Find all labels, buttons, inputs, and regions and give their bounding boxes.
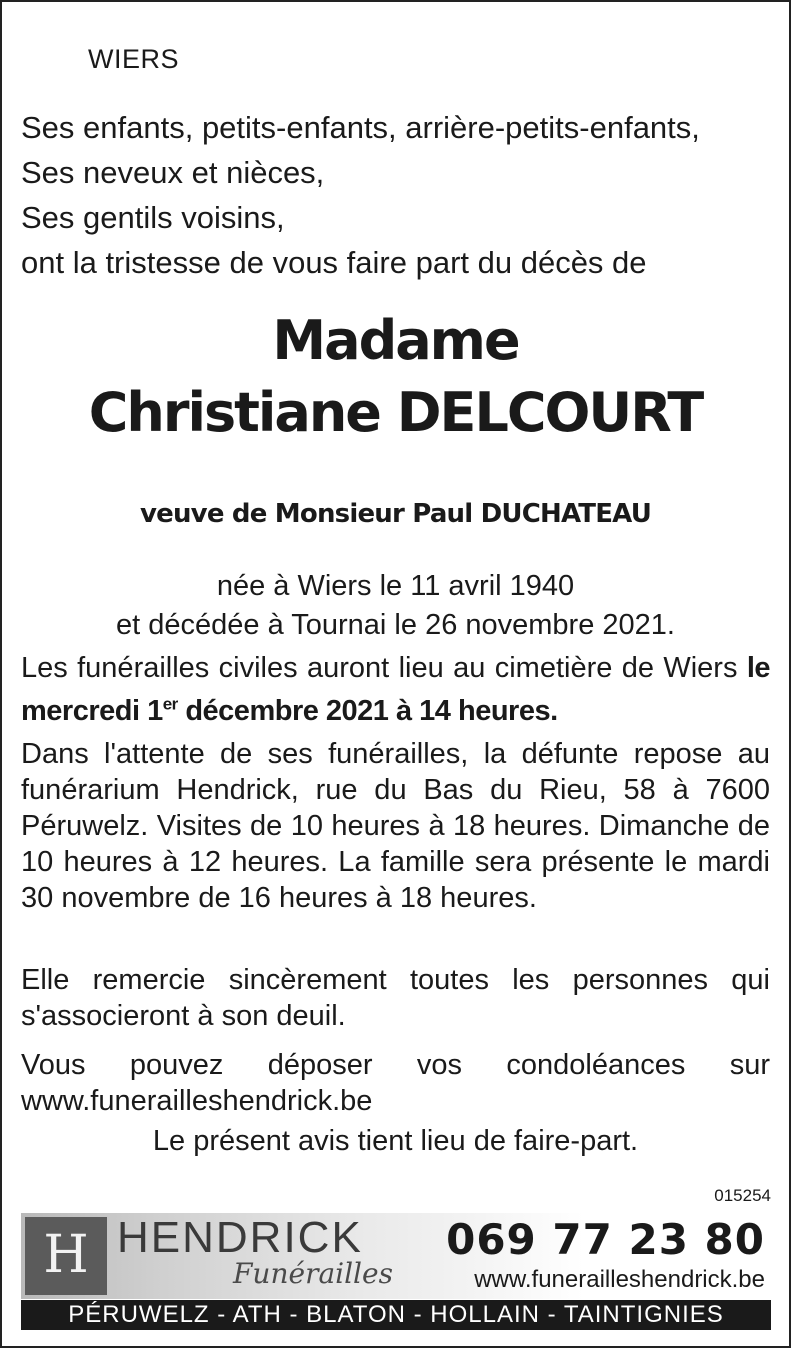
funeral-text: Les funérailles civiles auront lieu au cimetière de Wiers [21,652,747,684]
brand-subtitle: Funérailles [233,1257,393,1290]
deceased-name: Christiane DELCOURT [88,381,703,444]
funeral-date-sup: er [162,694,178,713]
closing-line: Le présent avis tient lieu de faire-part. [152,1125,639,1157]
death-date: et décédée à Tournai le 26 novembre 2021. [116,609,675,641]
funeral-date-day: le mercredi 1 [21,652,770,727]
thanks-paragraph: Elle remercie sincèrement toutes les personnes qui s'associeront à son deuil. [21,964,770,1032]
logo-letter: H [43,1225,89,1285]
intro-block [21,105,770,285]
hendrick-logo [25,1217,107,1295]
dates-block [2,567,789,645]
birth-date: née à Wiers le 11 avril 1940 [216,570,575,602]
intro-line: Ses gentils voisins, [21,200,285,235]
funeral-home-banner [21,1213,771,1299]
intro-line: Ses enfants, petits-enfants, arrière-petits-enfants, [21,110,700,145]
deceased-name-block [2,305,789,449]
funeral-date-rest: décembre 2021 à 14 heures. [177,694,558,727]
cities-bar: PÉRUWELZ - ATH - BLATON - HOLLAIN - TAINTIGNIES [21,1300,771,1330]
rest-paragraph: Dans l'attente de ses funérailles, la défunte repose au funérarium Hendrick, rue du Bas du Rieu, 58 à 7600 Péruwelz. Visites de 10 heures à 18 heures. Dimanche de 10 heures à 12 heures. La famille sera présente le mardi 30 novembre de 16 heures à 18 heures. [21,738,770,914]
widow-of: veuve de Monsieur Paul DUCHATEAU [139,499,652,529]
funeral-paragraph [21,650,770,729]
reference-number: 015254 [714,1186,771,1205]
intro-line: ont la tristesse de vous faire part du décès de [21,245,647,280]
deceased-title: Madame [272,309,519,372]
phone-number: 069 77 23 80 [446,1215,765,1264]
website-link[interactable]: www.funerailleshendrick.be [474,1266,765,1293]
town-heading: WIERS [88,44,180,74]
brand-name: HENDRICK [117,1213,363,1262]
intro-line: Ses neveux et nièces, [21,155,325,190]
condolences-paragraph: Vous pouvez déposer vos condoléances sur www.funerailleshendrick.be [21,1049,770,1117]
